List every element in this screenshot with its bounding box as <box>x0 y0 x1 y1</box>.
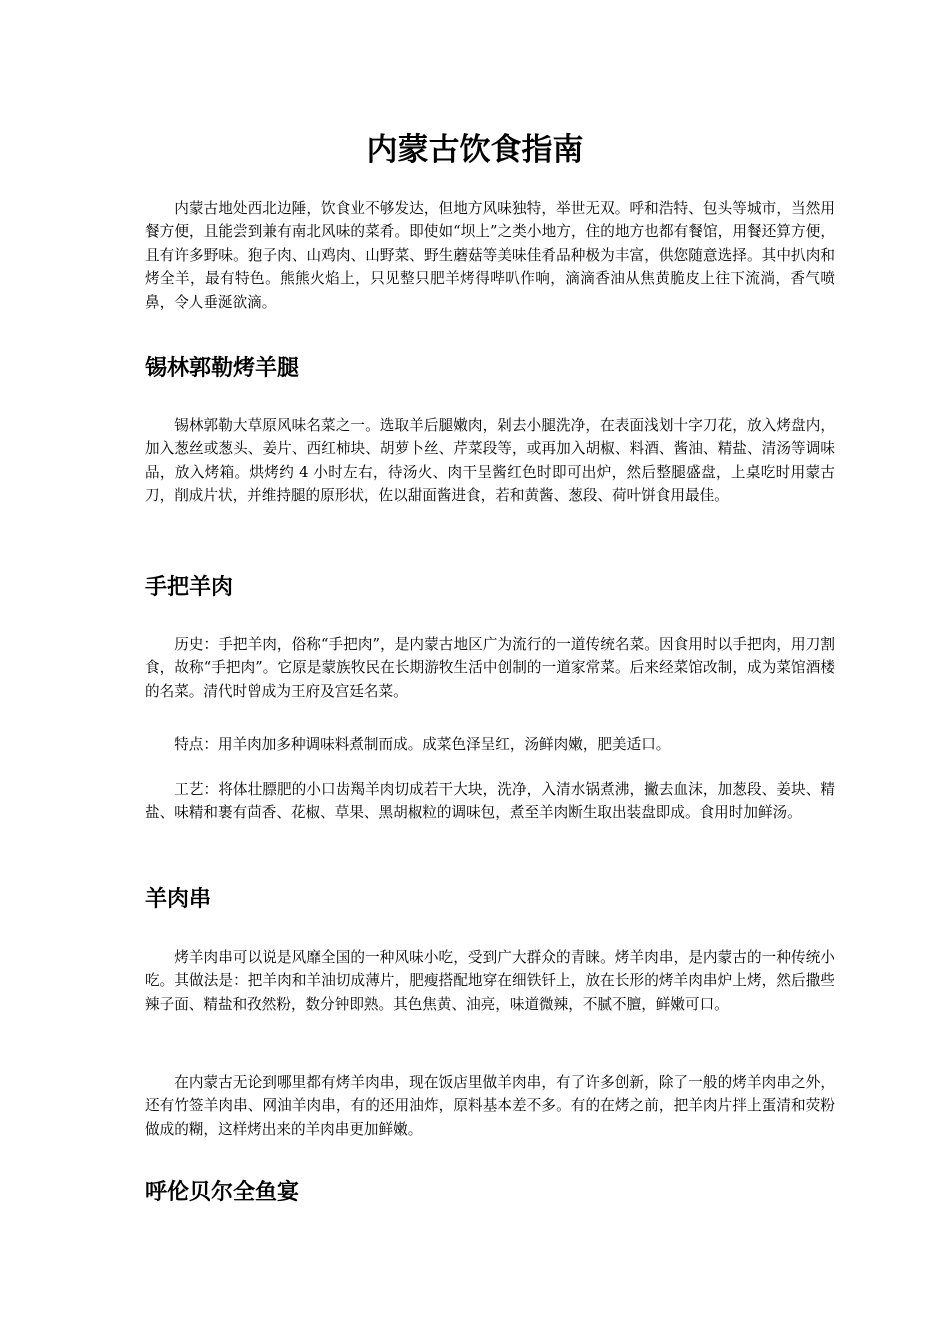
section-paragraph: 特点：用羊肉加多种调味料煮制而成。成菜色泽呈红，汤鲜肉嫩，肥美适口。 <box>174 736 671 753</box>
section-paragraph: 烤羊肉串可以说是风靡全国的一种风味小吃，受到广大群众的青睐。烤羊肉串，是内蒙古的一种传统小吃。其做法是：把羊肉和羊油切成薄片，肥瘦搭配地穿在细铁钎上，放在长形的烤羊肉串炉上烤，然后撒些辣子面、精盐和孜然粉，数分钟即熟。其色焦黄、油亮，味道微辣，不腻不膻，鲜嫩可口。 <box>145 949 835 1013</box>
section-paragraph: 在内蒙古无论到哪里都有烤羊肉串，现在饭店里做羊肉串，有了许多创新，除了一般的烤羊肉串之外，还有竹签羊肉串、网油羊肉串，有的还用油炸，原料基本差不多。有的在烤之前，把羊肉片拌上蛋清和荧粉做成的糊，这样烤出来的羊肉串更加鲜嫩。 <box>145 1074 835 1138</box>
section-heading-xilinguole: 锡林郭勒烤羊腿 <box>145 356 300 381</box>
page-title: 内蒙古饮食指南 <box>366 132 584 168</box>
section-paragraph: 锡林郭勒大草原风味名菜之一。选取羊后腿嫩肉，剁去小腿洗净，在表面浅划十字刀花，放入烤盘内，加入葱丝或葱头、姜片、西红柿块、胡萝卜丝、芹菜段等，或再加入胡椒、料酒、酱油、精盐、清汤等调味品，放入烤箱。烘烤约 4 小时左右，待汤火、肉干呈酱红色时即可出炉，然后整腿盛盘，上桌吃时用蒙古刀，削成片状，并维持腿的原形状，佐以甜面酱进食，若和黄酱、葱段、荷叶饼食用最佳。 <box>145 417 835 505</box>
intro-paragraph: 内蒙古地处西北边陲，饮食业不够发达，但地方风味独特，举世无双。呼和浩特、包头等城市，当然用餐方便，且能尝到兼有南北风味的菜肴。即使如“坝上”之类小地方，住的地方也都有餐馆，用餐还算方便，且有许多野味。狍子肉、山鸡肉、山野菜、野生蘑菇等美味佳肴品种极为丰富，供您随意选择。其中扒肉和烤全羊，最有特色。熊熊火焰上，只见整只肥羊烤得哔叭作响，滴滴香油从焦黄脆皮上往下流淌，香气喷鼻，令人垂涎欲滴。 <box>145 200 835 311</box>
section-heading-hulunbeier: 呼伦贝尔全鱼宴 <box>145 1180 300 1205</box>
section-paragraph: 历史：手把羊肉，俗称“手把肉”，是内蒙古地区广为流行的一道传统名菜。因食用时以手把肉，用刀割食，故称“手把肉”。它原是蒙族牧民在长期游牧生活中创制的一道家常菜。后来经菜馆改制，成为菜馆酒楼的名菜。清代时曾成为王府及宫廷名菜。 <box>145 636 835 700</box>
section-heading-shouba: 手把羊肉 <box>145 575 234 600</box>
section-paragraph: 工艺：将体壮膘肥的小口齿羯羊肉切成若干大块，洗净，入清水锅煮沸，撇去血沫，加葱段、姜块、精盐、味精和裹有茴香、花椒、草果、黑胡椒粒的调味包，煮至羊肉断生取出装盘即成。食用时加鲜汤。 <box>145 781 835 822</box>
section-heading-yangrouchuan: 羊肉串 <box>145 887 212 912</box>
